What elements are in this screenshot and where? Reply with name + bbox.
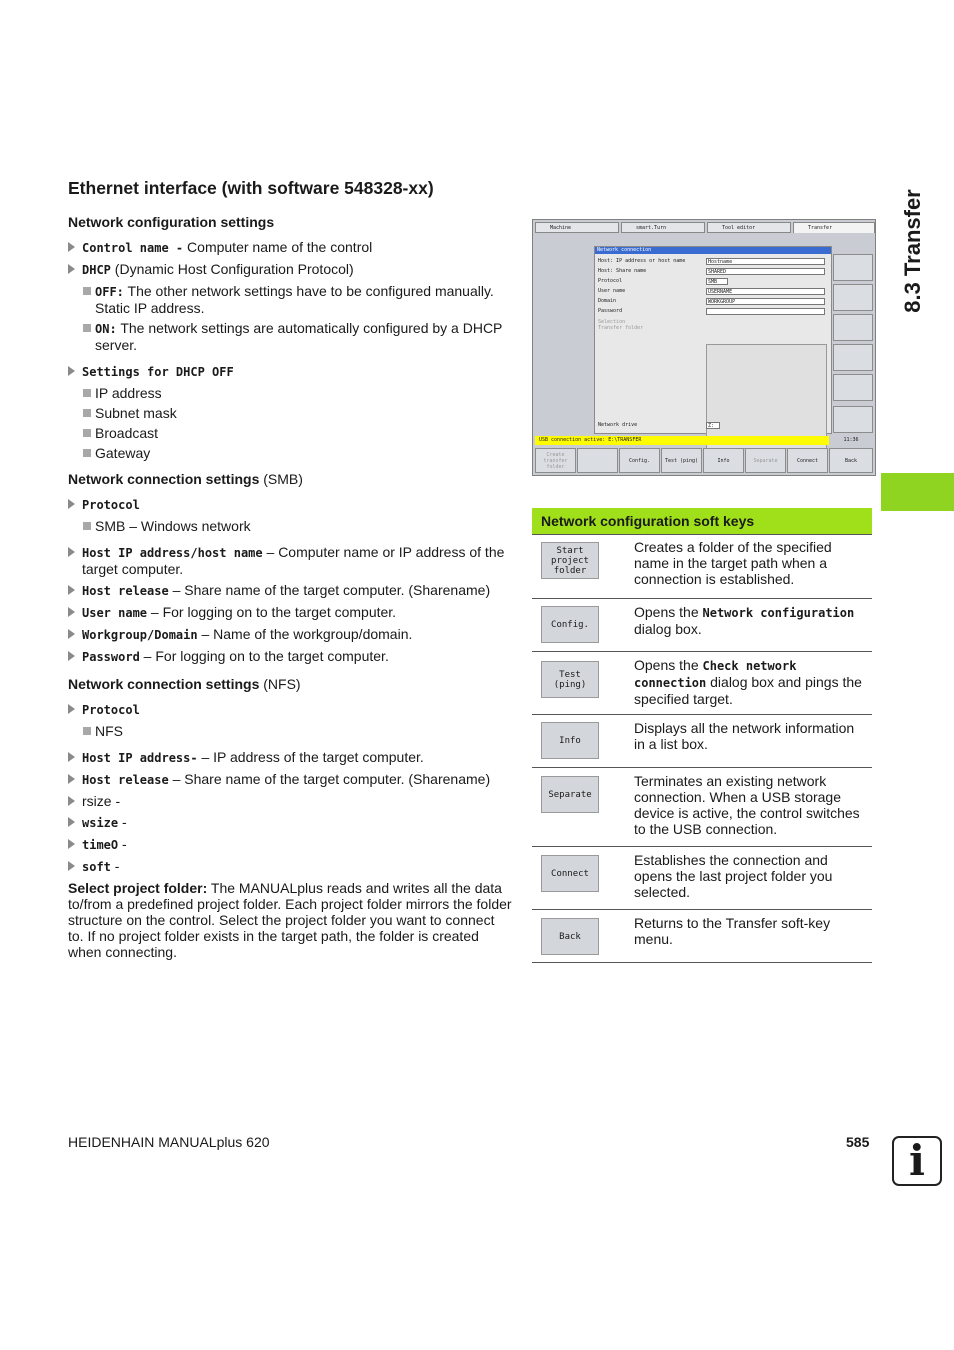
clock: 11:36	[843, 437, 859, 443]
softkey-separate[interactable]: Separate	[745, 448, 786, 473]
row-description: Returns to the Transfer soft-key menu.	[634, 915, 831, 947]
nfs-rsize-item: rsize -	[68, 793, 513, 809]
network-config-heading: Network configuration settings	[68, 214, 275, 230]
machine-icon-softkey[interactable]	[833, 254, 873, 281]
table-row	[532, 535, 872, 599]
tab-smart-turn[interactable]: smart.Turn	[621, 222, 705, 233]
table-row	[532, 847, 872, 910]
nfs-protocol-value: NFS	[68, 723, 513, 739]
transfer-icon-softkey[interactable]	[833, 406, 873, 433]
smb-release-item: Host release – Share name of the target computer. (Sharename)	[68, 582, 513, 599]
softkey-info[interactable]: Info	[703, 448, 744, 473]
network-drive-label: Network drive	[598, 422, 638, 428]
info-softkey[interactable]: Info	[541, 722, 599, 759]
row-description: Opens the Check network connection dialog box and pings the specified target.	[634, 657, 862, 707]
nfs-wsize-item: wsize -	[68, 814, 513, 831]
tab-machine[interactable]: Machine	[535, 222, 619, 233]
host-input[interactable]: Hostname	[706, 258, 825, 265]
test-ping-softkey[interactable]: Test (ping)	[541, 661, 599, 698]
chapter-title: 8.3 Transfer	[900, 189, 925, 313]
row-description: Creates a folder of the specified name in the target path when a connection is established.	[634, 539, 832, 587]
softkey-back[interactable]: Back	[829, 448, 873, 473]
back-softkey[interactable]: Back	[541, 918, 599, 955]
dhcp-on-item: ON: The network settings are automatically configured by a DHCP server.	[68, 320, 513, 353]
dhcp-off-item: OFF: The other network settings have to be configured manually. Static IP address.	[68, 283, 513, 316]
nfs-protocol-item: Protocol	[68, 701, 513, 718]
table-row	[532, 715, 872, 768]
field-label: Host: IP address or host name	[598, 258, 686, 264]
list-item: IP address	[68, 385, 513, 401]
control-screenshot	[532, 219, 876, 476]
field-label: User name	[598, 288, 626, 294]
list-item: Subnet mask	[68, 405, 513, 421]
list-item: Gateway	[68, 445, 513, 461]
chapter-tab	[881, 473, 954, 511]
selection-label: Selection	[598, 319, 626, 325]
separate-softkey[interactable]: Separate	[541, 776, 599, 813]
share-input[interactable]: SHARED	[706, 268, 825, 275]
field-label: Password	[598, 308, 623, 314]
page-number: 585	[846, 1134, 870, 1150]
row-description: Displays all the network information in a list box.	[634, 720, 855, 752]
vertical-softkey[interactable]	[833, 374, 873, 401]
select-folder-paragraph: Select project folder: The MANUALplus reads and writes all the data to/from a predefined project folder. Each project folder mirrors the folder structure on the control. Select the project folder you want to connect to. If no project folder exists in the target path, the folder is created when connecting.	[68, 880, 512, 960]
domain-input[interactable]: WORKGROUP	[706, 298, 825, 305]
softkey-config[interactable]: Config.	[619, 448, 660, 473]
table-header: Network configuration soft keys	[532, 508, 872, 535]
username-input[interactable]: USERNAME	[706, 288, 825, 295]
control-name-item: Control name - Computer name of the control	[68, 239, 513, 256]
smb-user-item: User name – For logging on to the target computer.	[68, 604, 513, 621]
table-row	[532, 599, 872, 652]
settings-dhcp-off-item: Settings for DHCP OFF	[68, 363, 513, 380]
row-description: Terminates an existing network connection. When a USB storage device is active, the control switches to the USB connection.	[634, 773, 860, 837]
softkey-create-folder[interactable]: Create transfer folder	[535, 448, 576, 473]
smb-protocol-item: Protocol	[68, 496, 513, 513]
softkey-test[interactable]: Test (ping)	[661, 448, 702, 473]
transfer-folder-label: Transfer folder	[598, 325, 644, 331]
softkey-empty[interactable]	[577, 448, 618, 473]
screen-tab-bar	[535, 222, 875, 234]
row-description: Establishes the connection and opens the last project folder you selected.	[634, 852, 833, 900]
smb-protocol-value: SMB – Windows network	[68, 518, 513, 534]
info-icon: i	[892, 1136, 942, 1186]
start-project-folder-softkey[interactable]: Start project folder	[541, 542, 599, 579]
password-input[interactable]	[706, 308, 825, 315]
softkey-connect[interactable]: Connect	[787, 448, 828, 473]
table-row	[532, 652, 872, 715]
status-bar: USB connection active: E:\TRANSFER	[535, 436, 829, 445]
nfs-release-item: Host release – Share name of the target computer. (Sharename)	[68, 771, 513, 788]
smb-workgroup-item: Workgroup/Domain – Name of the workgroup/domain.	[68, 626, 513, 643]
connect-softkey[interactable]: Connect	[541, 855, 599, 892]
tool-icon-softkey[interactable]	[833, 284, 873, 311]
smb-password-item: Password – For logging on to the target computer.	[68, 648, 513, 665]
folder-list[interactable]	[706, 344, 827, 449]
table-row	[532, 768, 872, 847]
vertical-softkey[interactable]	[833, 314, 873, 341]
table-row	[532, 910, 872, 963]
protocol-select[interactable]: SMB	[706, 278, 728, 285]
row-description: Opens the Network configuration dialog box.	[634, 604, 855, 637]
nfs-host-item: Host IP address- – IP address of the target computer.	[68, 749, 513, 766]
config-softkey[interactable]: Config.	[541, 606, 599, 643]
network-drive-input[interactable]: Z:	[706, 422, 720, 429]
footer-product: HEIDENHAIN MANUALplus 620	[68, 1134, 270, 1150]
field-label: Host: Share name	[598, 268, 647, 274]
network-connection-dialog	[594, 246, 832, 434]
vertical-softkey[interactable]	[833, 344, 873, 371]
field-label: Domain	[598, 298, 617, 304]
smb-host-item: Host IP address/host name – Computer name or IP address of the target computer.	[68, 544, 513, 577]
left-column	[68, 214, 513, 960]
list-item: Broadcast	[68, 425, 513, 441]
smb-heading: Network connection settings (SMB)	[68, 471, 303, 487]
nfs-soft-item: soft -	[68, 858, 513, 875]
dhcp-item: DHCP (Dynamic Host Configuration Protocol)	[68, 261, 513, 278]
softkey-table	[532, 508, 872, 963]
nfs-heading: Network connection settings (NFS)	[68, 676, 301, 692]
nfs-timeo-item: timeO -	[68, 836, 513, 853]
tab-tool-editor[interactable]: Tool editor	[707, 222, 791, 233]
tab-transfer[interactable]: Transfer	[793, 222, 875, 233]
dialog-title: Network connection	[595, 247, 831, 254]
field-label: Protocol	[598, 278, 623, 284]
section-title: Ethernet interface (with software 548328-xx)	[68, 178, 434, 198]
